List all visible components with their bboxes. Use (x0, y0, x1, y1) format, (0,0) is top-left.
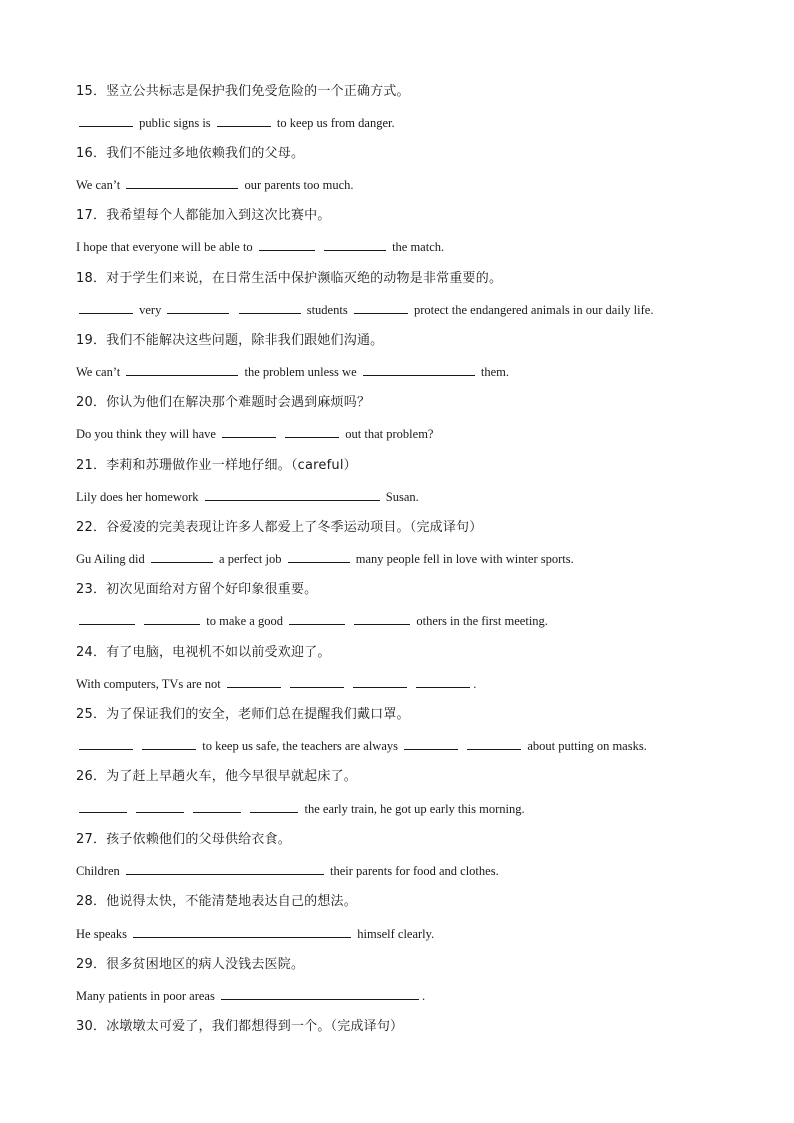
sentence-text: protect the endangered animals in our daily life. (410, 303, 654, 317)
answer-blank[interactable] (288, 550, 350, 563)
answer-blank[interactable] (136, 800, 184, 813)
question-17-prompt: 17．我希望每个人都能加入到这次比赛中。 (76, 208, 331, 223)
sentence-text: the match. (388, 240, 445, 254)
answer-blank[interactable] (416, 675, 470, 688)
answer-blank[interactable] (79, 737, 133, 750)
sentence-text: Many patients in poor areas (76, 989, 218, 1003)
question-16-sentence (76, 176, 754, 194)
sentence-text: Gu Ailing did (76, 552, 148, 566)
sentence-text: public signs is (136, 116, 214, 130)
sentence-text (244, 802, 247, 816)
answer-blank[interactable] (404, 737, 458, 750)
answer-blank[interactable] (205, 488, 380, 501)
question-29-sentence (76, 987, 754, 1005)
sentence-text: others in the first meeting. (413, 614, 548, 628)
question-24-sentence (76, 675, 754, 693)
sentence-text (136, 739, 139, 753)
answer-blank[interactable] (126, 862, 324, 875)
sentence-text: He speaks (76, 927, 131, 941)
question-16-prompt: 16．我们不能过多地依赖我们的父母。 (76, 146, 305, 161)
sentence-text: Susan. (382, 490, 419, 504)
sentence-text: Lily does her homework (76, 490, 202, 504)
answer-blank[interactable] (79, 114, 133, 127)
sentence-text: We can’t (76, 365, 124, 379)
question-26-prompt: 26．为了赶上早趟火车，他今早很早就起床了。 (76, 769, 357, 784)
answer-blank[interactable] (363, 363, 475, 376)
question-15-sentence (76, 114, 754, 132)
sentence-text: out that problem? (342, 427, 434, 441)
question-22-prompt: 22．谷爱凌的完美表现让许多人都爱上了冬季运动项目。（完成译句） (76, 520, 483, 535)
answer-blank[interactable] (142, 737, 196, 750)
question-19-sentence (76, 363, 754, 381)
answer-blank[interactable] (133, 925, 351, 938)
question-25-prompt: 25．为了保证我们的安全，老师们总在提醒我们戴口罩。 (76, 707, 410, 722)
answer-blank[interactable] (227, 675, 281, 688)
sentence-text (138, 614, 141, 628)
sentence-text: With computers, TVs are not (76, 677, 224, 691)
sentence-text (232, 303, 235, 317)
sentence-text: Children (76, 864, 123, 878)
answer-blank[interactable] (193, 800, 241, 813)
sentence-text: the problem unless we (241, 365, 360, 379)
question-23-sentence (76, 612, 754, 630)
answer-blank[interactable] (354, 612, 410, 625)
answer-blank[interactable] (353, 675, 407, 688)
answer-blank[interactable] (79, 800, 127, 813)
question-27-prompt: 27．孩子依赖他们的父母供给衣食。 (76, 832, 291, 847)
answer-blank[interactable] (290, 675, 344, 688)
answer-blank[interactable] (126, 363, 238, 376)
sentence-text: very (136, 303, 165, 317)
answer-blank[interactable] (285, 425, 339, 438)
sentence-text: We can’t (76, 178, 124, 192)
question-15-prompt: 15．竖立公共标志是保护我们免受危险的一个正确方式。 (76, 84, 410, 99)
answer-blank[interactable] (222, 425, 276, 438)
question-18-prompt: 18．对于学生们来说，在日常生活中保护濒临灭绝的动物是非常重要的。 (76, 271, 503, 286)
question-21-sentence (76, 488, 754, 506)
answer-blank[interactable] (167, 301, 229, 314)
answer-blank[interactable] (259, 238, 315, 251)
question-17-sentence (76, 238, 754, 256)
answer-blank[interactable] (144, 612, 200, 625)
question-28-sentence (76, 925, 754, 943)
question-24-prompt: 24．有了电脑，电视机不如以前受欢迎了。 (76, 645, 331, 660)
question-20-sentence (76, 425, 754, 443)
sentence-text: to make a good (203, 614, 287, 628)
sentence-text: . (421, 989, 426, 1003)
sentence-text (347, 677, 350, 691)
sentence-text: the early train, he got up early this morning. (301, 802, 525, 816)
question-19-prompt: 19．我们不能解决这些问题，除非我们跟她们沟通。 (76, 333, 384, 348)
sentence-text: about putting on masks. (524, 739, 647, 753)
question-30-prompt: 30．冰墩墩太可爱了，我们都想得到一个。（完成译句） (76, 1019, 404, 1034)
sentence-text: I hope that everyone will be able to (76, 240, 256, 254)
answer-blank[interactable] (221, 987, 419, 1000)
sentence-text: a perfect job (215, 552, 285, 566)
question-27-sentence (76, 862, 754, 880)
answer-blank[interactable] (250, 800, 298, 813)
sentence-text: students (303, 303, 351, 317)
sentence-text (318, 240, 321, 254)
sentence-text (461, 739, 464, 753)
answer-blank[interactable] (126, 176, 238, 189)
sentence-text: them. (477, 365, 509, 379)
answer-blank[interactable] (79, 612, 135, 625)
sentence-text (187, 802, 190, 816)
sentence-text: . (473, 677, 477, 691)
answer-blank[interactable] (289, 612, 345, 625)
question-28-prompt: 28．他说得太快，不能清楚地表达自己的想法。 (76, 894, 357, 909)
question-25-sentence (76, 737, 754, 755)
answer-blank[interactable] (239, 301, 301, 314)
sentence-text (348, 614, 351, 628)
sentence-text: their parents for food and clothes. (326, 864, 499, 878)
question-18-sentence (76, 301, 754, 319)
sentence-text (410, 677, 413, 691)
question-26-sentence (76, 800, 754, 818)
question-20-prompt: 20．你认为他们在解决那个难题时会遇到麻烦吗？ (76, 395, 371, 410)
sentence-text: himself clearly. (354, 927, 435, 941)
answer-blank[interactable] (467, 737, 521, 750)
sentence-text (279, 427, 282, 441)
question-29-prompt: 29．很多贫困地区的病人没钱去医院。 (76, 957, 305, 972)
sentence-text (284, 677, 287, 691)
answer-blank[interactable] (151, 550, 213, 563)
answer-blank[interactable] (354, 301, 408, 314)
sentence-text: to keep us from danger. (273, 116, 395, 130)
answer-blank[interactable] (217, 114, 271, 127)
answer-blank[interactable] (79, 301, 133, 314)
sentence-text (130, 802, 133, 816)
sentence-text: to keep us safe, the teachers are always (199, 739, 402, 753)
sentence-text: many people fell in love with winter sports. (352, 552, 574, 566)
sentence-text: our parents too much. (241, 178, 354, 192)
question-22-sentence (76, 550, 754, 568)
sentence-text: Do you think they will have (76, 427, 220, 441)
answer-blank[interactable] (324, 238, 386, 251)
question-21-prompt: 21．李莉和苏珊做作业一样地仔细。（careful） (76, 458, 357, 473)
question-23-prompt: 23．初次见面给对方留个好印象很重要。 (76, 582, 318, 597)
